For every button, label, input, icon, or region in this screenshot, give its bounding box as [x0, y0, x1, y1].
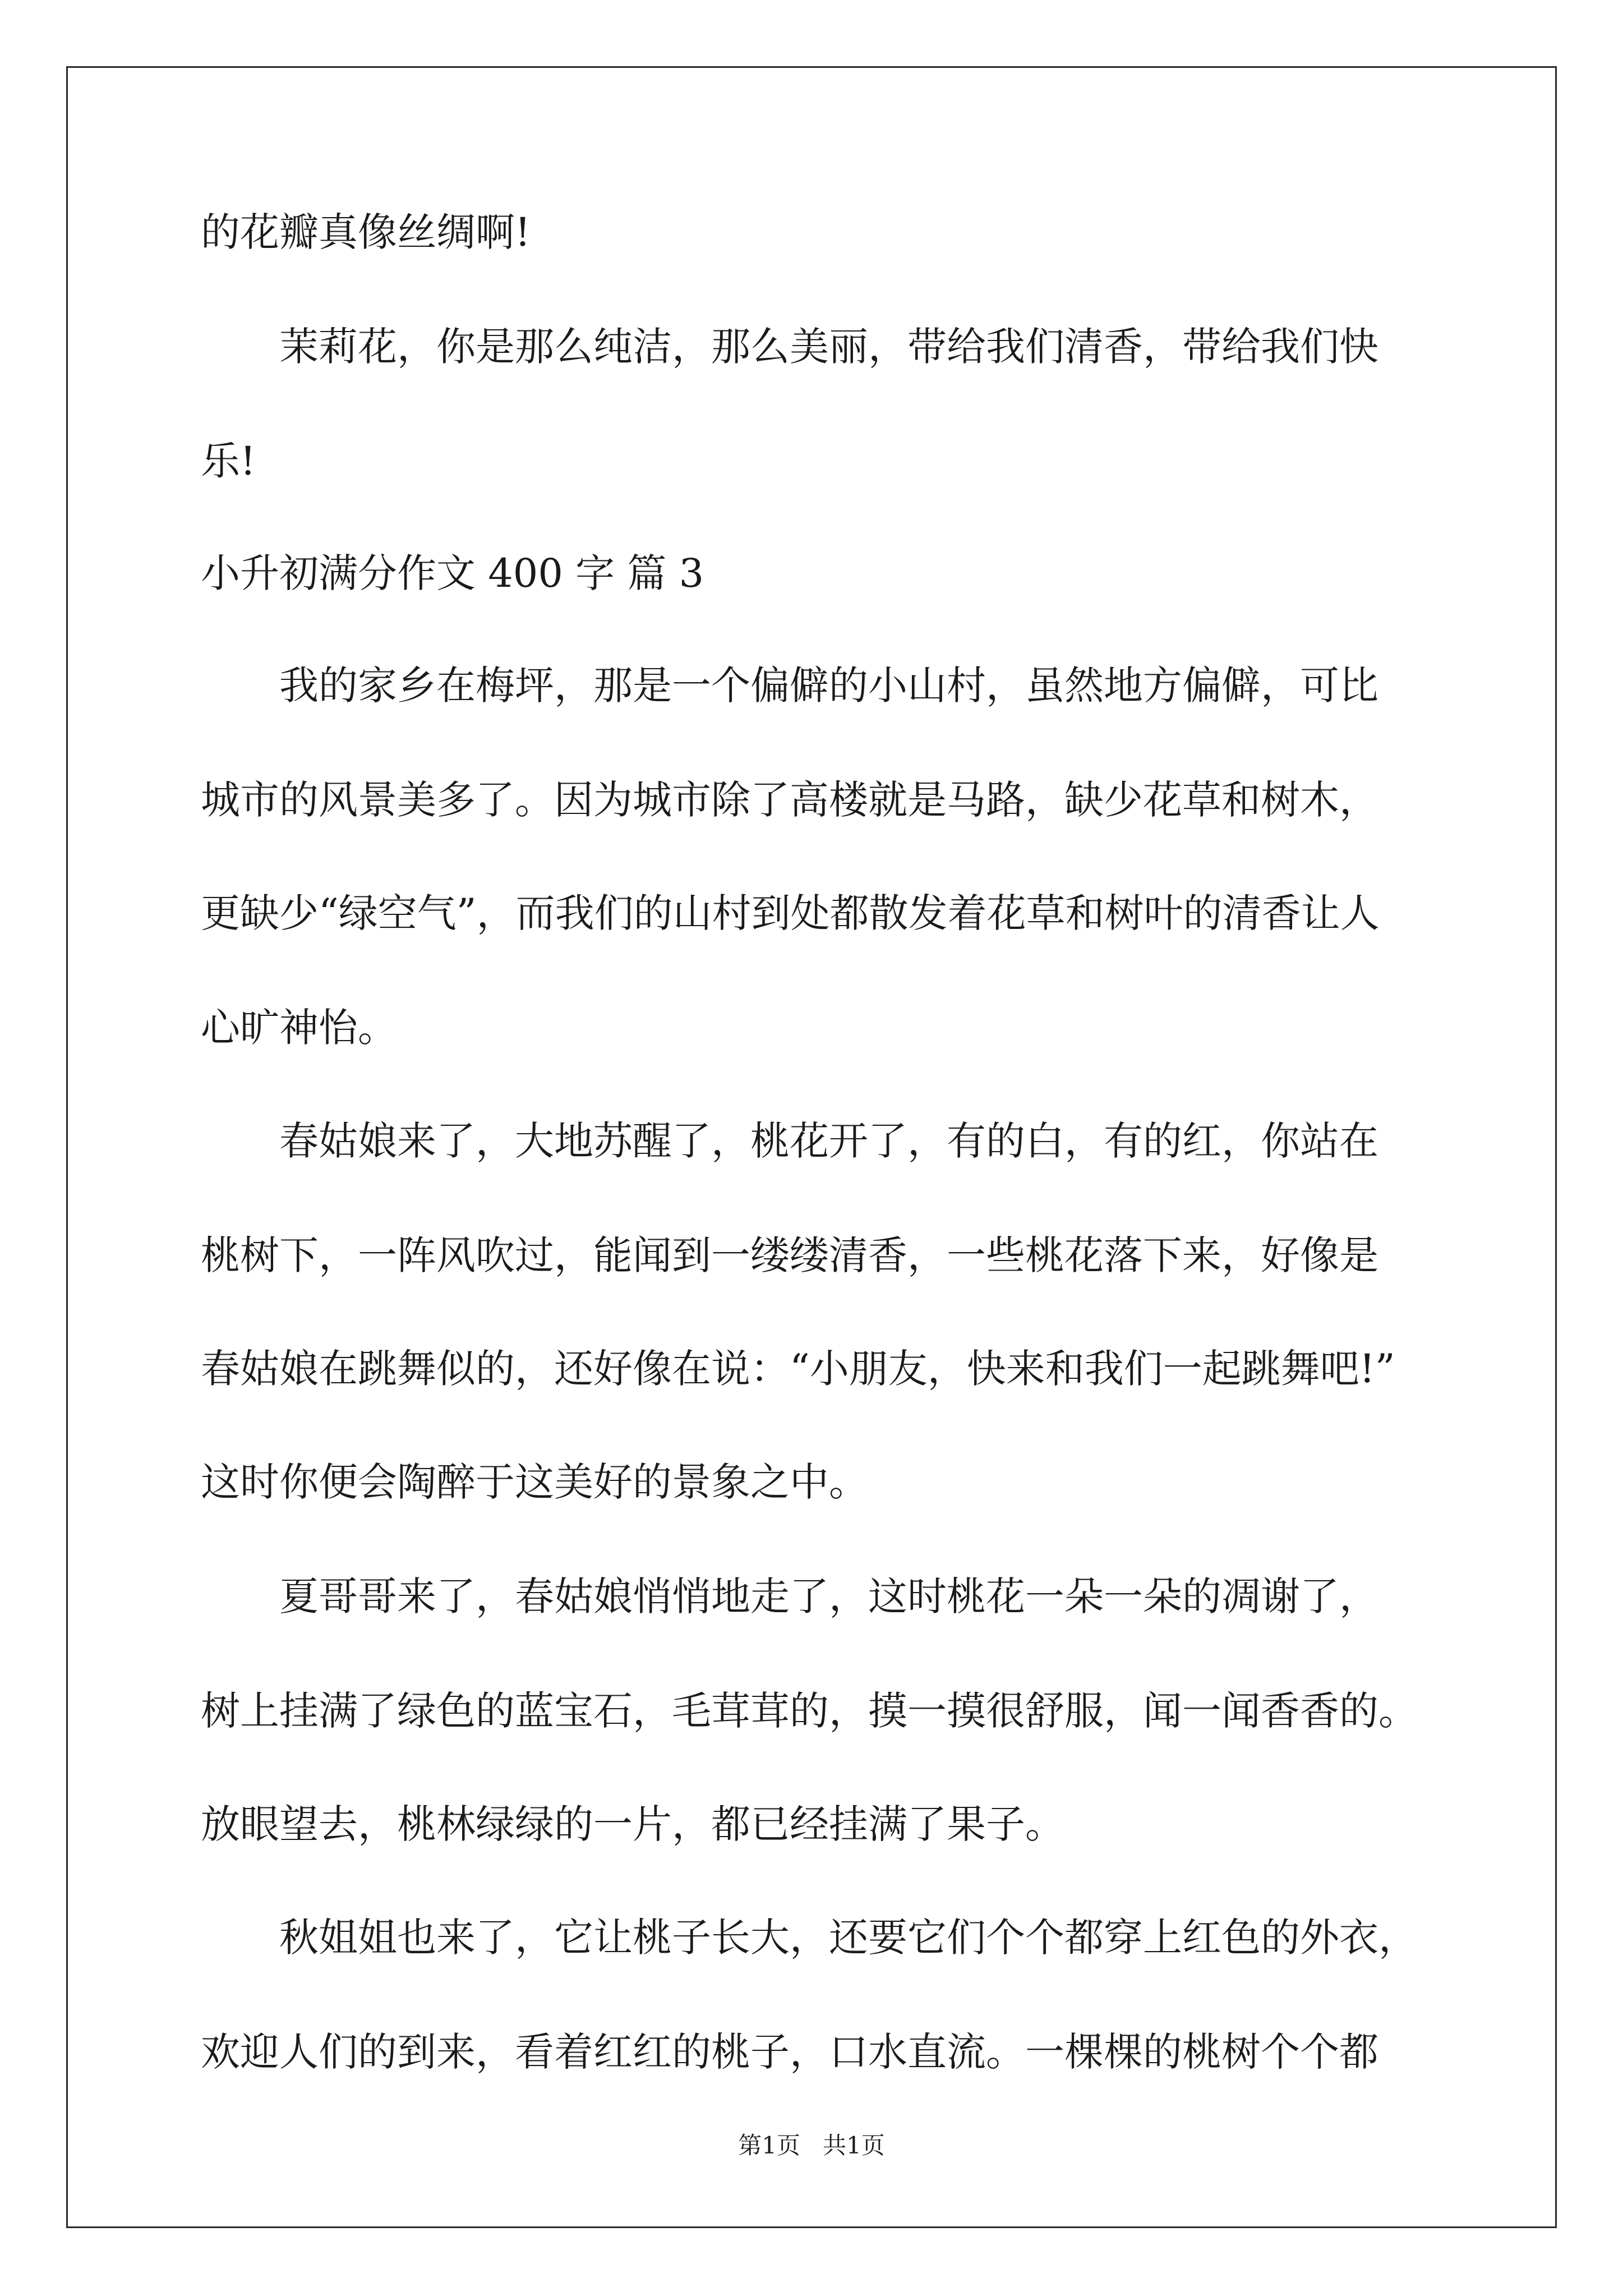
text-line: 更缺少“绿空气”，而我们的山村到处都散发着花草和树叶的清香让人 — [201, 890, 1380, 936]
text-line: 这时你便会陶醉于这美好的景象之中。 — [201, 1459, 868, 1505]
page-number-footer: 第1页 共1页 — [738, 2132, 885, 2159]
text-line: 乐! — [201, 438, 256, 484]
paragraph-first-line: 春姑娘来了，大地苏醒了，桃花开了，有的白，有的红，你站在 — [279, 1118, 1378, 1164]
text-line: 城市的风景美多了。因为城市除了高楼就是马路，缺少花草和树木， — [201, 777, 1378, 823]
text-line: 桃树下，一阵风吹过，能闻到一缕缕清香，一些桃花落下来，好像是 — [201, 1232, 1378, 1278]
text-line: 放眼望去，桃林绿绿的一片，都已经挂满了果子。 — [201, 1801, 1064, 1847]
paragraph-first-line: 我的家乡在梅坪，那是一个偏僻的小山村，虽然地方偏僻，可比 — [279, 662, 1378, 708]
text-line: 欢迎人们的到来，看着红红的桃子，口水直流。一棵棵的桃树个个都 — [201, 2029, 1378, 2075]
paragraph-first-line: 茉莉花，你是那么纯洁，那么美丽，带给我们清香，带给我们快 — [279, 324, 1378, 370]
section-heading: 小升初满分作文 400 字 篇 3 — [201, 550, 704, 596]
text-line: 树上挂满了绿色的蓝宝石，毛茸茸的，摸一摸很舒服，闻一闻香香的。 — [201, 1688, 1418, 1734]
text-line: 心旷神怡。 — [201, 1005, 397, 1051]
paragraph-first-line: 夏哥哥来了，春姑娘悄悄地走了，这时桃花一朵一朵的凋谢了， — [279, 1573, 1378, 1619]
text-line: 春姑娘在跳舞似的，还好像在说：“小朋友，快来和我们一起跳舞吧!” — [201, 1346, 1395, 1392]
paragraph-first-line: 秋姐姐也来了，它让桃子长大，还要它们个个都穿上红色的外衣， — [279, 1915, 1418, 1961]
text-line: 的花瓣真像丝绸啊! — [201, 209, 531, 255]
